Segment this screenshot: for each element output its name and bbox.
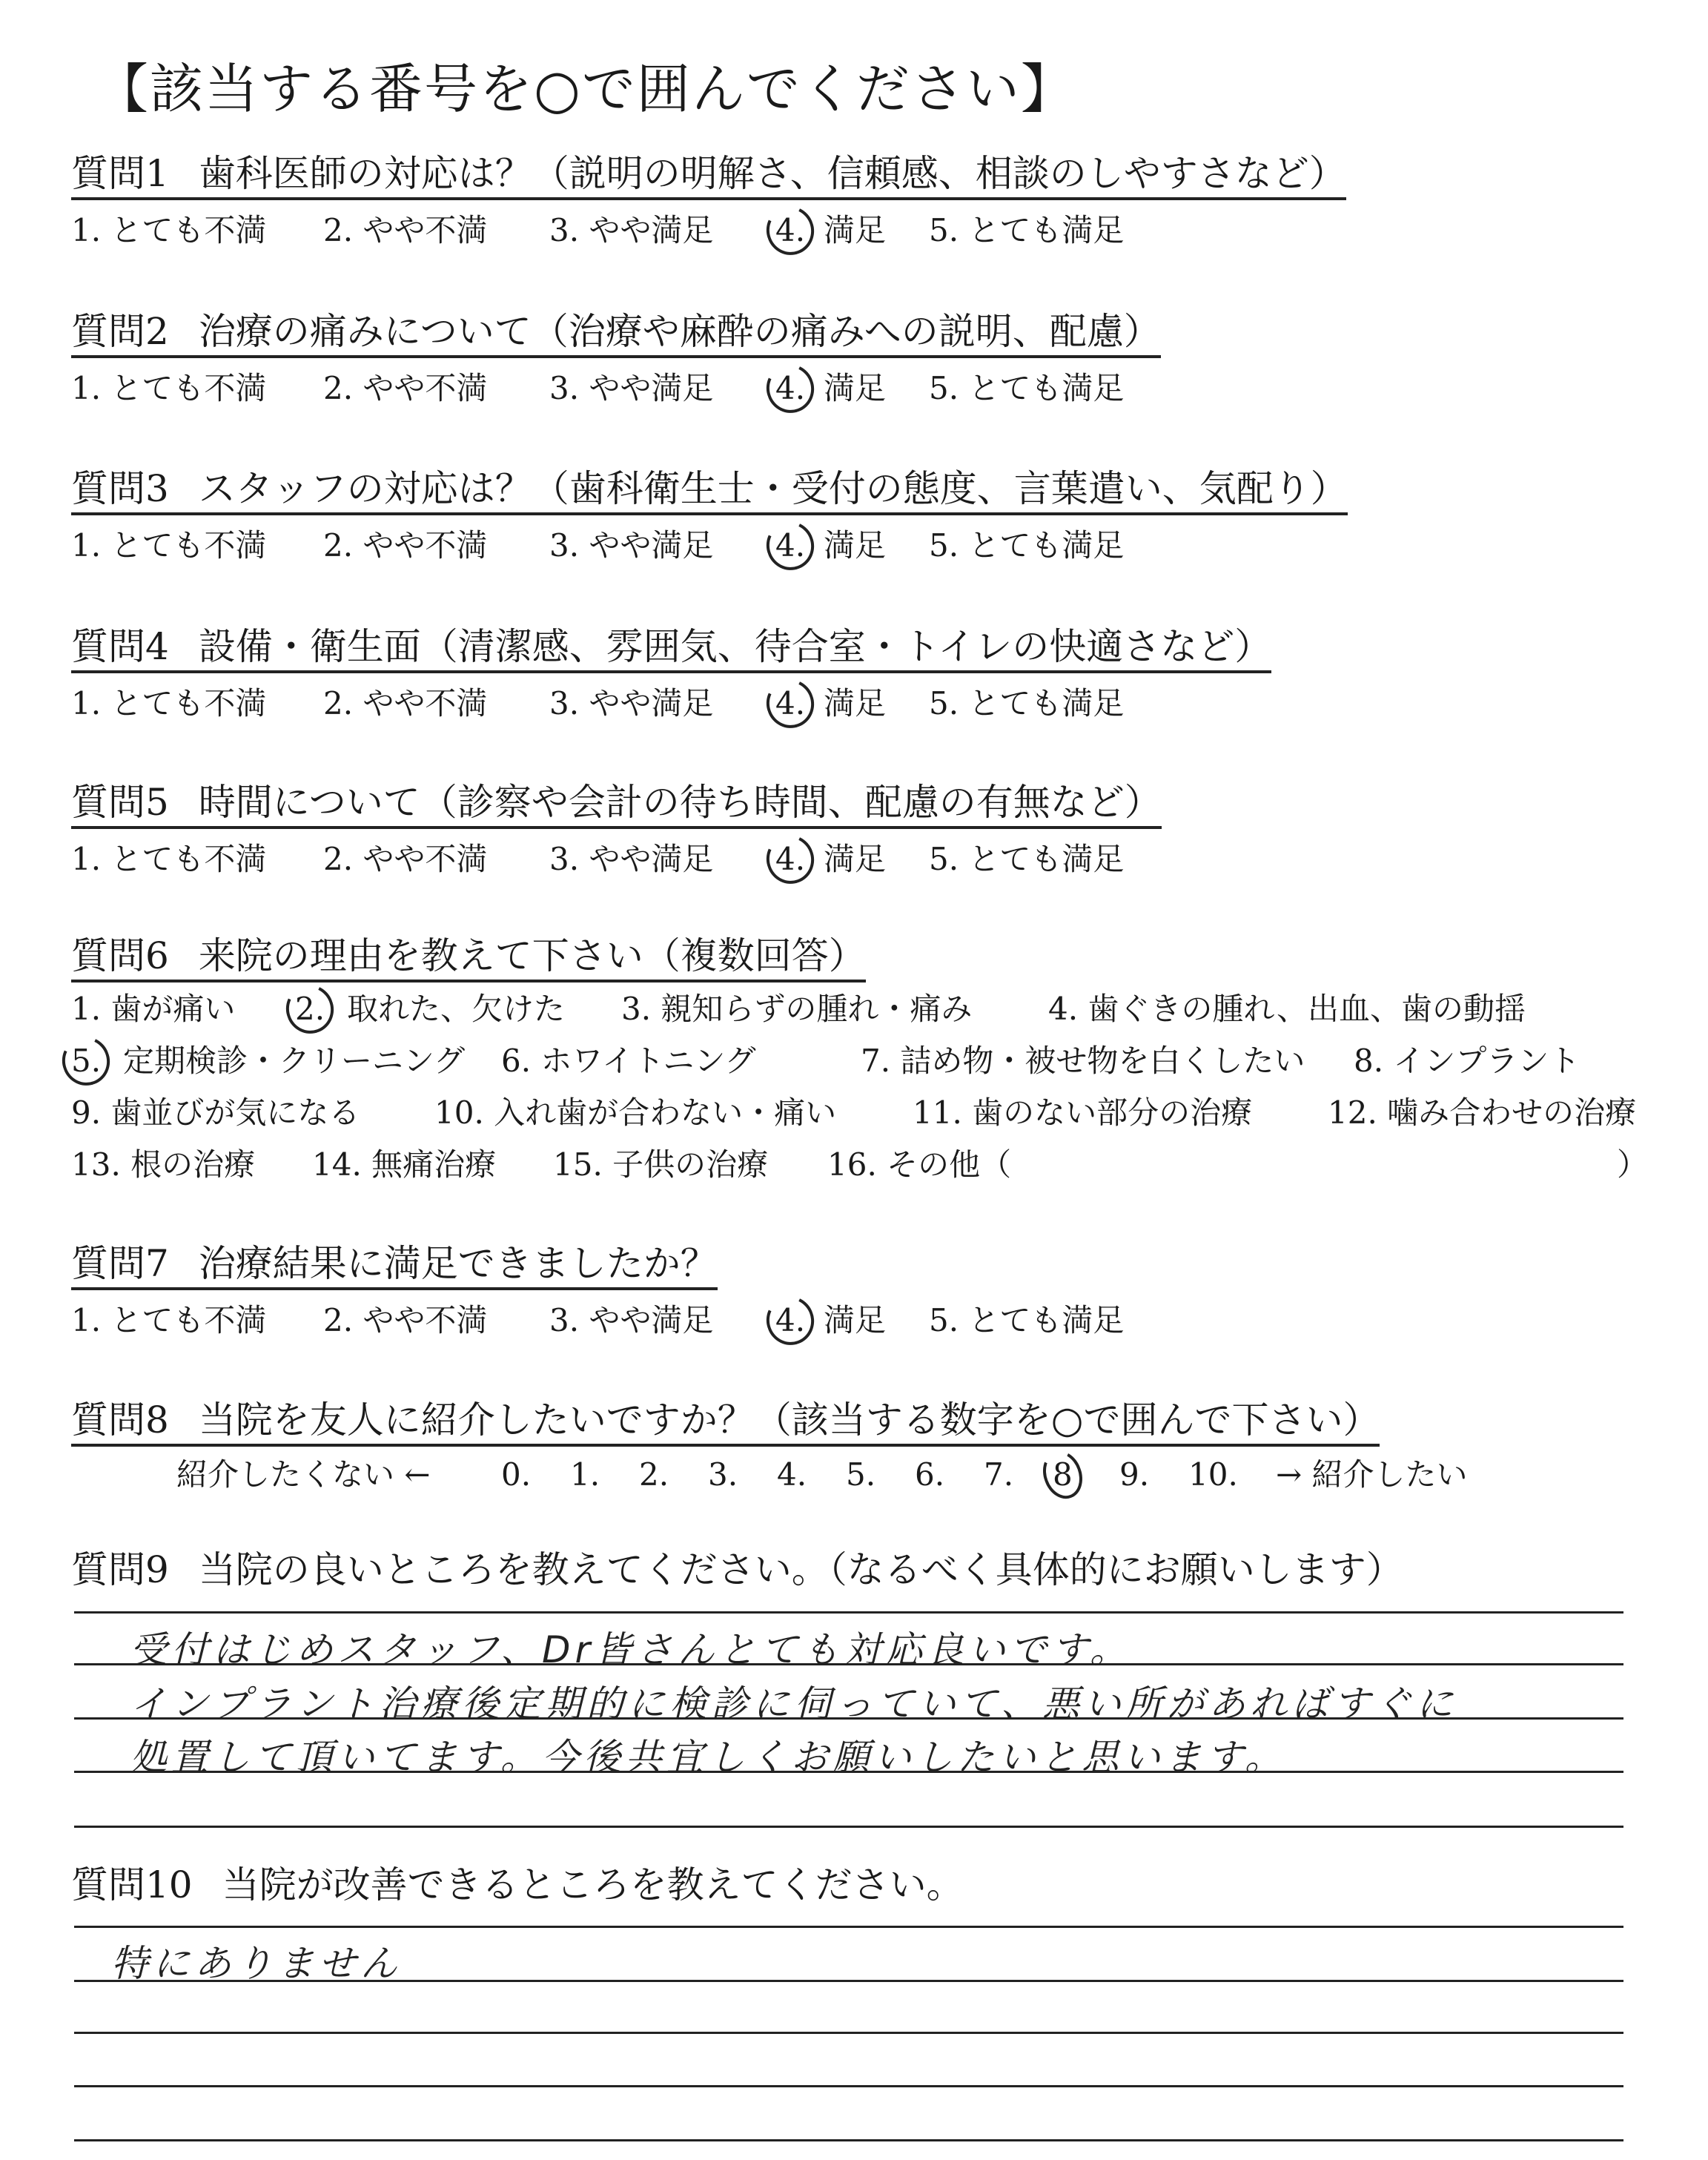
answer-line xyxy=(74,1826,1623,1828)
option-4-label: 満足 xyxy=(824,212,887,248)
reason-3[interactable]: 3. 親知らずの腫れ・痛み xyxy=(621,991,973,1027)
question-1-options xyxy=(71,212,1125,248)
question-2-title xyxy=(71,311,1161,358)
question-1-title xyxy=(71,153,1346,200)
question-number: 質問4 xyxy=(71,625,169,668)
option-2[interactable]: 2. やや不満 xyxy=(323,370,488,406)
scale-right-label: → 紹介したい xyxy=(1276,1456,1468,1493)
question-6-row-1 xyxy=(71,991,1526,1027)
scale-10[interactable]: 10. xyxy=(1188,1456,1238,1493)
question-10-title xyxy=(71,1865,964,1909)
option-4-circled[interactable]: 4. xyxy=(775,1302,806,1338)
reason-9[interactable]: 9. 歯並びが気になる xyxy=(71,1094,360,1131)
form-header: 【該当する番号を○で囲んでください】 xyxy=(95,58,1076,120)
reason-1[interactable]: 1. 歯が痛い xyxy=(71,991,236,1027)
option-4-circled[interactable]: 4. xyxy=(775,212,806,248)
question-8-scale xyxy=(71,1456,1468,1493)
question-number: 質問10 xyxy=(71,1863,193,1906)
reason-5-circled[interactable]: 5. xyxy=(71,1043,102,1079)
scale-4[interactable]: 4. xyxy=(777,1456,807,1493)
option-3[interactable]: 3. やや満足 xyxy=(549,370,714,406)
option-3[interactable]: 3. やや満足 xyxy=(549,527,714,564)
question-text: スタッフの対応は？（歯科衛生士・受付の態度、言葉遣い、気配り） xyxy=(198,467,1348,510)
scale-3[interactable]: 3. xyxy=(708,1456,738,1493)
question-5-title xyxy=(71,782,1162,829)
reason-11[interactable]: 11. 歯のない部分の治療 xyxy=(913,1094,1253,1131)
scale-0[interactable]: 0. xyxy=(501,1456,532,1493)
question-number: 質問2 xyxy=(71,310,169,353)
reason-13[interactable]: 13. 根の治療 xyxy=(71,1146,256,1183)
question-text: 治療結果に満足できましたか？ xyxy=(198,1242,718,1285)
question-6-title xyxy=(71,936,866,982)
option-4-label: 満足 xyxy=(824,370,887,406)
question-text: 治療の痛みについて（治療や麻酔の痛みへの説明、配慮） xyxy=(198,310,1161,353)
handwritten-answer-line-2: インプラント治療後定期的に検診に伺っていて、悪い所があればすぐに xyxy=(130,1682,1457,1725)
reason-4[interactable]: 4. 歯ぐきの腫れ、出血、歯の動揺 xyxy=(1048,991,1526,1027)
reason-12[interactable]: 12. 噛み合わせの治療 xyxy=(1328,1094,1637,1131)
reason-5-label: 定期検診・クリーニング xyxy=(123,1043,466,1079)
option-1[interactable]: 1. とても不満 xyxy=(71,527,267,564)
question-text: 時間について（診察や会計の待ち時間、配慮の有無など） xyxy=(198,781,1162,824)
scale-1[interactable]: 1. xyxy=(570,1456,600,1493)
answer-line xyxy=(74,2032,1623,2034)
option-1[interactable]: 1. とても不満 xyxy=(71,1302,267,1338)
option-4-label: 満足 xyxy=(824,841,887,877)
reason-2-circled[interactable]: 2. xyxy=(295,991,325,1027)
option-4-circled[interactable]: 4. xyxy=(775,841,806,877)
question-6-row-2 xyxy=(71,1043,1580,1079)
scale-7[interactable]: 7. xyxy=(984,1456,1014,1493)
question-number: 質問1 xyxy=(71,152,169,195)
question-7-title xyxy=(71,1244,718,1290)
option-3[interactable]: 3. やや満足 xyxy=(549,685,714,721)
option-4-circled[interactable]: 4. xyxy=(775,370,806,406)
answer-line xyxy=(74,1926,1623,1928)
reason-16-close-paren: ） xyxy=(1617,1146,1649,1183)
scale-9[interactable]: 9. xyxy=(1119,1456,1150,1493)
question-text: 設備・衛生面（清潔感、雰囲気、待合室・トイレの快適さなど） xyxy=(198,625,1272,668)
option-1[interactable]: 1. とても不満 xyxy=(71,370,267,406)
question-4-title xyxy=(71,627,1271,673)
question-5-options xyxy=(71,841,1125,877)
scale-2[interactable]: 2. xyxy=(639,1456,669,1493)
option-5[interactable]: 5. とても満足 xyxy=(929,1302,1125,1338)
question-text: 来院の理由を教えて下さい（複数回答） xyxy=(198,934,866,977)
question-text: 歯科医師の対応は？（説明の明解さ、信頼感、相談のしやすさなど） xyxy=(198,152,1346,195)
handwritten-answer-line-1: 受付はじめスタッフ、Dr皆さんとても対応良いです。 xyxy=(130,1628,1132,1671)
option-1[interactable]: 1. とても不満 xyxy=(71,685,267,721)
reason-8[interactable]: 8. インプラント xyxy=(1354,1043,1580,1079)
option-3[interactable]: 3. やや満足 xyxy=(549,1302,714,1338)
handwritten-answer-line-1: 特にありません xyxy=(111,1942,402,1985)
answer-line xyxy=(74,2139,1623,2141)
option-2[interactable]: 2. やや不満 xyxy=(323,841,488,877)
reason-10[interactable]: 10. 入れ歯が合わない・痛い xyxy=(434,1094,837,1131)
question-3-options xyxy=(71,527,1125,564)
option-1[interactable]: 1. とても不満 xyxy=(71,212,267,248)
option-5[interactable]: 5. とても満足 xyxy=(929,685,1125,721)
question-8-title xyxy=(71,1400,1380,1447)
scale-left-label: 紹介したくない ← xyxy=(176,1456,431,1493)
scale-6[interactable]: 6. xyxy=(915,1456,945,1493)
reason-2-label: 取れた、欠けた xyxy=(347,991,566,1027)
option-5[interactable]: 5. とても満足 xyxy=(929,527,1125,564)
option-4-label: 満足 xyxy=(824,685,887,721)
option-4-circled[interactable]: 4. xyxy=(775,527,806,564)
option-1[interactable]: 1. とても不満 xyxy=(71,841,267,877)
question-text: 当院が改善できるところを教えてください。 xyxy=(222,1863,964,1906)
option-2[interactable]: 2. やや不満 xyxy=(323,685,488,721)
answer-line xyxy=(74,2085,1623,2087)
question-9-title xyxy=(71,1550,1403,1593)
option-4-label: 満足 xyxy=(824,1302,887,1338)
reason-14[interactable]: 14. 無痛治療 xyxy=(312,1146,497,1183)
reason-15[interactable]: 15. 子供の治療 xyxy=(553,1146,769,1183)
question-number: 質問7 xyxy=(71,1242,169,1285)
question-text: 当院の良いところを教えてください。（なるべく具体的にお願いします） xyxy=(198,1548,1403,1591)
option-3[interactable]: 3. やや満足 xyxy=(549,212,714,248)
option-4-label: 満足 xyxy=(824,527,887,564)
reason-16-other[interactable]: 16. その他（ xyxy=(827,1146,1012,1183)
option-5[interactable]: 5. とても満足 xyxy=(929,841,1125,877)
question-text: 当院を友人に紹介したいですか？（該当する数字を○で囲んで下さい） xyxy=(198,1398,1380,1441)
option-2[interactable]: 2. やや不満 xyxy=(323,212,488,248)
question-4-options xyxy=(71,685,1125,721)
question-3-title xyxy=(71,469,1348,515)
option-2[interactable]: 2. やや不満 xyxy=(323,527,488,564)
question-number: 質問5 xyxy=(71,781,169,824)
question-number: 質問6 xyxy=(71,934,169,977)
question-number: 質問3 xyxy=(71,467,169,510)
option-2[interactable]: 2. やや不満 xyxy=(323,1302,488,1338)
question-number: 質問9 xyxy=(71,1548,169,1591)
scale-5[interactable]: 5. xyxy=(846,1456,876,1493)
scale-8-circled[interactable]: 8 xyxy=(1053,1456,1073,1493)
option-4-circled[interactable]: 4. xyxy=(775,685,806,721)
reason-7[interactable]: 7. 詰め物・被せ物を白くしたい xyxy=(861,1043,1305,1079)
handwritten-answer-line-3: 処置して頂いてます。今後共宜しくお願いしたいと思います。 xyxy=(130,1736,1286,1779)
option-5[interactable]: 5. とても満足 xyxy=(929,212,1125,248)
option-3[interactable]: 3. やや満足 xyxy=(549,841,714,877)
option-5[interactable]: 5. とても満足 xyxy=(929,370,1125,406)
question-7-options xyxy=(71,1302,1125,1338)
reason-6[interactable]: 6. ホワイトニング xyxy=(501,1043,756,1079)
question-2-options xyxy=(71,370,1125,406)
answer-line xyxy=(74,1611,1623,1614)
question-number: 質問8 xyxy=(71,1398,169,1441)
